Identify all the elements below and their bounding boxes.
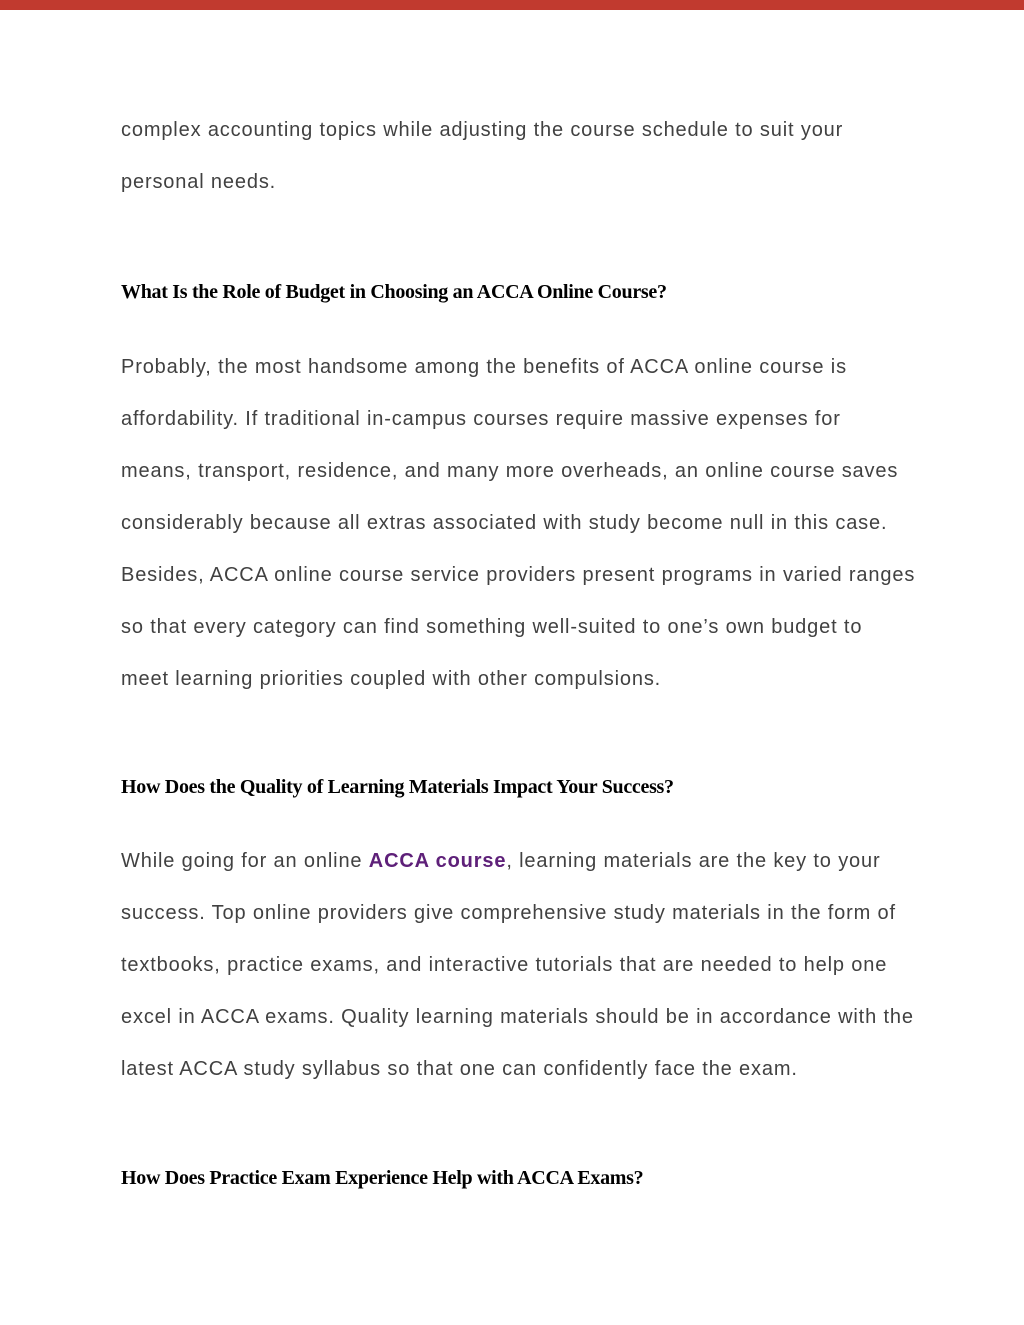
section-heading-practice-exam: How Does Practice Exam Experience Help with ACCA Exams?: [121, 1167, 644, 1189]
paragraph-text: , learning materials are the key to your: [506, 850, 881, 872]
materials-section: [121, 772, 951, 802]
paragraph-line: Probably, the most handsome among the benefits of ACCA online course is: [121, 356, 847, 378]
budget-paragraph: [121, 341, 951, 705]
paragraph-line: means, transport, residence, and many more overheads, an online course saves: [121, 460, 899, 482]
paragraph-line: textbooks, practice exams, and interactive tutorials that are needed to help one: [121, 954, 888, 976]
section-heading-budget: What Is the Role of Budget in Choosing an ACCA Online Course?: [121, 281, 667, 303]
paragraph-line-with-link: [121, 835, 951, 887]
paragraph-line: meet learning priorities coupled with other compulsions.: [121, 668, 662, 690]
intro-paragraph: [121, 104, 951, 208]
paragraph-line: success. Top online providers give comprehensive study materials in the form of: [121, 902, 896, 924]
paragraph-line: latest ACCA study syllabus so that one can confidently face the exam.: [121, 1058, 798, 1080]
paragraph-line: considerably because all extras associated with study become null in this case.: [121, 512, 888, 534]
section-heading-materials: How Does the Quality of Learning Materials Impact Your Success?: [121, 776, 674, 798]
paragraph-line: so that every category can find something well-suited to one’s own budget to: [121, 616, 863, 638]
paragraph-line: excel in ACCA exams. Quality learning materials should be in accordance with the: [121, 1006, 914, 1028]
materials-paragraph: [121, 835, 951, 1095]
practice-exam-section: [121, 1163, 951, 1193]
paragraph-line: Besides, ACCA online course service providers present programs in varied ranges: [121, 564, 916, 586]
paragraph-text: While going for an online: [121, 850, 369, 872]
paragraph-line: personal needs.: [121, 171, 277, 193]
budget-section: [121, 277, 951, 307]
acca-course-link[interactable]: ACCA course: [368, 850, 507, 872]
paragraph-line: affordability. If traditional in-campus courses require massive expenses for: [121, 408, 841, 430]
paragraph-line: complex accounting topics while adjusting the course schedule to suit your: [121, 119, 844, 141]
top-accent-bar: [0, 0, 1024, 10]
